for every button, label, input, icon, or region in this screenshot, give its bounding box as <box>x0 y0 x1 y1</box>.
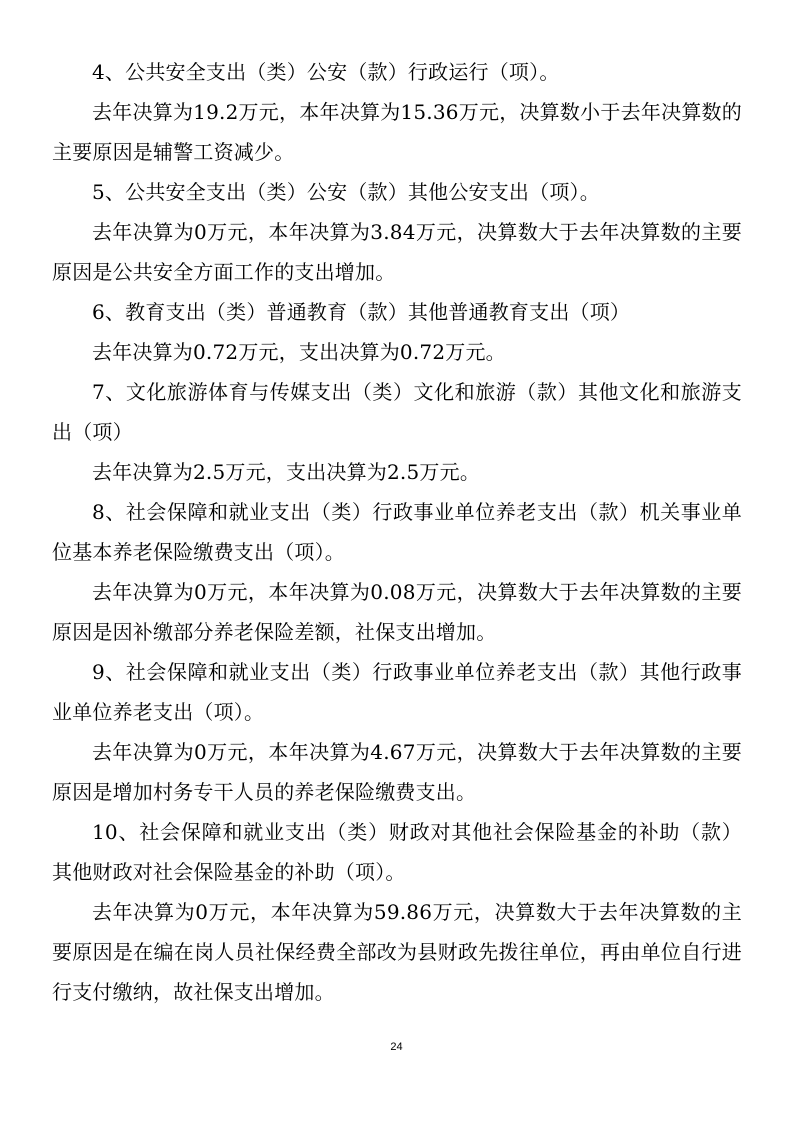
item-10-heading: 10、社会保障和就业支出（类）财政对其他社会保险基金的补助（款）其他财政对社会保险基金的补助（项）。 <box>52 820 742 884</box>
item-7-heading: 7、文化旅游体育与传媒支出（类）文化和旅游（款）其他文化和旅游支出（项） <box>52 380 742 444</box>
item-5-heading: 5、公共安全支出（类）公安（款）其他公安支出（项）。 <box>92 180 600 204</box>
item-6-explanation: 去年决算为0.72万元，支出决算为0.72万元。 <box>92 340 506 364</box>
item-10-explanation: 去年决算为0万元，本年决算为59.86万元，决算数大于去年决算数的主要原因是在编在岗人员社保经费全部改为县财政先拨往单位，再由单位自行进行支付缴纳，故社保支出增加。 <box>52 900 742 1004</box>
item-8-explanation: 去年决算为0万元，本年决算为0.08万元，决算数大于去年决算数的主要原因是因补缴部分养老保险差额，社保支出增加。 <box>52 580 742 644</box>
item-4-heading: 4、公共安全支出（类）公安（款）行政运行（项）。 <box>92 60 560 84</box>
item-7-explanation: 去年决算为2.5万元，支出决算为2.5万元。 <box>92 460 481 484</box>
item-9-explanation: 去年决算为0万元，本年决算为4.67万元，决算数大于去年决算数的主要原因是增加村务专干人员的养老保险缴费支出。 <box>52 740 742 804</box>
item-8-heading: 8、社会保障和就业支出（类）行政事业单位养老支出（款）机关事业单位基本养老保险缴费支出（项）。 <box>52 500 742 564</box>
body-text <box>52 52 742 1012</box>
item-5-explanation: 去年决算为0万元，本年决算为3.84万元，决算数大于去年决算数的主要原因是公共安全方面工作的支出增加。 <box>52 220 742 284</box>
item-9-heading: 9、社会保障和就业支出（类）行政事业单位养老支出（款）其他行政事业单位养老支出（项）。 <box>52 660 742 724</box>
item-6-heading: 6、教育支出（类）普通教育（款）其他普通教育支出（项） <box>92 300 631 324</box>
item-4-explanation: 去年决算为19.2万元，本年决算为15.36万元，决算数小于去年决算数的主要原因是辅警工资减少。 <box>52 100 742 164</box>
page-number: 24 <box>390 1041 403 1053</box>
